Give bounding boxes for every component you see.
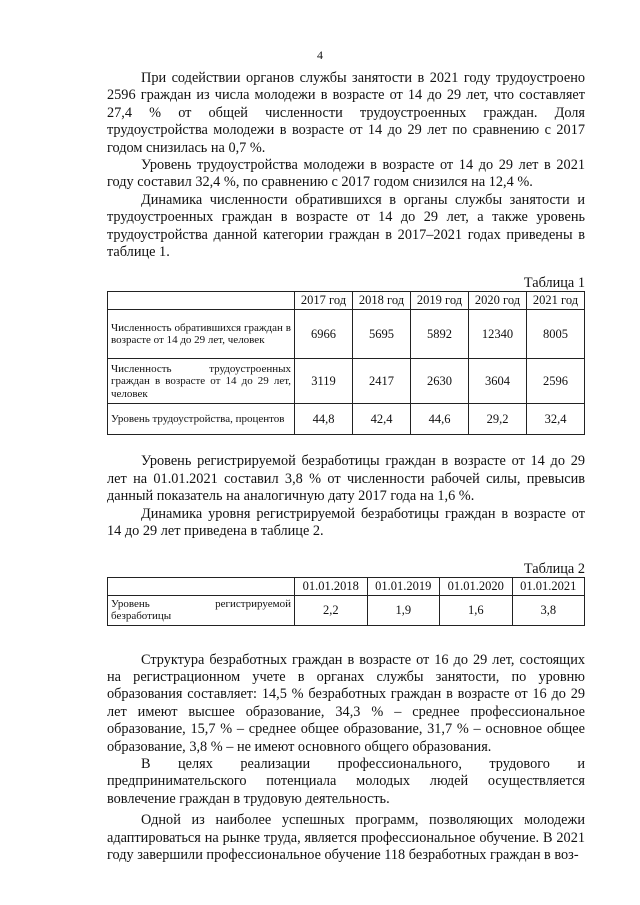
table-cell: 12340 bbox=[469, 310, 527, 359]
table-cell: 32,4 bbox=[527, 404, 585, 435]
table-cell: 3604 bbox=[469, 359, 527, 404]
row-label: Численность обратившихся граждан в возрасте от 14 до 29 лет, человек bbox=[108, 310, 295, 359]
table-cell: 8005 bbox=[527, 310, 585, 359]
document-body bbox=[107, 70, 585, 864]
paragraph: Структура безработных граждан в возрасте от 16 до 29 лет, состоящих на регистрационном учете в органах службы занятости, по уровню образования составляет: 14,5 % безработных граждан в возрасте от 16 до 29 лет имеют высшее образование, 34,3 % – среднее профессиональное образование, 15,7 % – среднее общее образование, 31,7 % – основное общее образование, 3,8 % – не имеют основного общего образования. bbox=[107, 651, 585, 755]
row-label: Уровень регистрируемой безработицы bbox=[108, 595, 295, 625]
table-header-cell: 2018 год bbox=[353, 292, 411, 310]
table-row bbox=[108, 595, 585, 625]
table-cell: 29,2 bbox=[469, 404, 527, 435]
table-cell: 5695 bbox=[353, 310, 411, 359]
table-cell: 1,6 bbox=[440, 595, 513, 625]
table-2 bbox=[107, 577, 585, 626]
table-cell: 2,2 bbox=[295, 595, 368, 625]
table-1-caption: Таблица 1 bbox=[523, 275, 585, 292]
table-cell: 3,8 bbox=[512, 595, 585, 625]
table-cell: 44,6 bbox=[411, 404, 469, 435]
table-header-row bbox=[108, 292, 585, 310]
paragraph: Уровень регистрируемой безработицы граждан в возрасте от 14 до 29 лет на 01.01.2021 составил 3,8 % от численности рабочей силы, превысив данный показатель на аналогичную дату 2017 года на 1,6 %. bbox=[107, 453, 585, 505]
paragraph: При содействии органов службы занятости в 2021 году трудоустроено 2596 граждан из числа молодежи в возрасте от 14 до 29 лет, что составляет 27,4 % от общей численности трудоустроенных граждан. Доля трудоустройства молодежи в возрасте от 14 до 29 лет по сравнению с 2017 годом снизилась на 0,7 %. bbox=[107, 70, 585, 156]
paragraph: Уровень трудоустройства молодежи в возрасте от 14 до 29 лет в 2021 году составил 32,4 %, по сравнению с 2017 годом снизился на 12,4 %. bbox=[107, 157, 585, 191]
table-row bbox=[108, 359, 585, 404]
paragraph: В целях реализации профессионального, трудового и предпринимательского потенциала молодых людей осуществляется вовлечение граждан в трудовую деятельность. bbox=[107, 755, 585, 807]
table-cell: 42,4 bbox=[353, 404, 411, 435]
table-cell: 2596 bbox=[527, 359, 585, 404]
row-label: Уровень трудоустройства, процентов bbox=[108, 404, 295, 435]
table-row bbox=[108, 404, 585, 435]
table-cell: 3119 bbox=[295, 359, 353, 404]
row-label: Численность трудоустроенных граждан в возрасте от 14 до 29 лет, человек bbox=[108, 359, 295, 404]
table-header-cell: 2019 год bbox=[411, 292, 469, 310]
paragraph: Динамика численности обратившихся в органы службы занятости и трудоустроенных граждан в возрасте от 14 до 29 лет, а также уровень трудоустройства данной категории граждан в 2017–2021 годах приведены в таблице 1. bbox=[107, 191, 585, 261]
table-header-row bbox=[108, 577, 585, 595]
table-header-empty bbox=[108, 577, 295, 595]
table-header-cell: 01.01.2019 bbox=[367, 577, 440, 595]
table-header-cell: 2020 год bbox=[469, 292, 527, 310]
table-header-cell: 01.01.2018 bbox=[295, 577, 368, 595]
table-header-cell: 2017 год bbox=[295, 292, 353, 310]
table-header-cell: 01.01.2020 bbox=[440, 577, 513, 595]
table-cell: 1,9 bbox=[367, 595, 440, 625]
table-header-cell: 2021 год bbox=[527, 292, 585, 310]
table-cell: 2417 bbox=[353, 359, 411, 404]
table-header-empty bbox=[108, 292, 295, 310]
table-row bbox=[108, 310, 585, 359]
table-cell: 5892 bbox=[411, 310, 469, 359]
table-cell: 2630 bbox=[411, 359, 469, 404]
table-1 bbox=[107, 291, 585, 435]
paragraph: Динамика уровня регистрируемой безработицы граждан в возрасте от 14 до 29 лет приведена в таблице 2. bbox=[107, 505, 585, 540]
table-2-caption: Таблица 2 bbox=[523, 560, 585, 577]
page-number: 4 bbox=[317, 48, 323, 62]
paragraph: Одной из наиболее успешных программ, позволяющих молодежи адаптироваться на рынке труда, является профессиональное обучение. В 2021 году завершили профессиональное обучение 118 безработных граждан в воз- bbox=[107, 812, 585, 863]
table-cell: 6966 bbox=[295, 310, 353, 359]
table-cell: 44,8 bbox=[295, 404, 353, 435]
table-header-cell: 01.01.2021 bbox=[512, 577, 585, 595]
